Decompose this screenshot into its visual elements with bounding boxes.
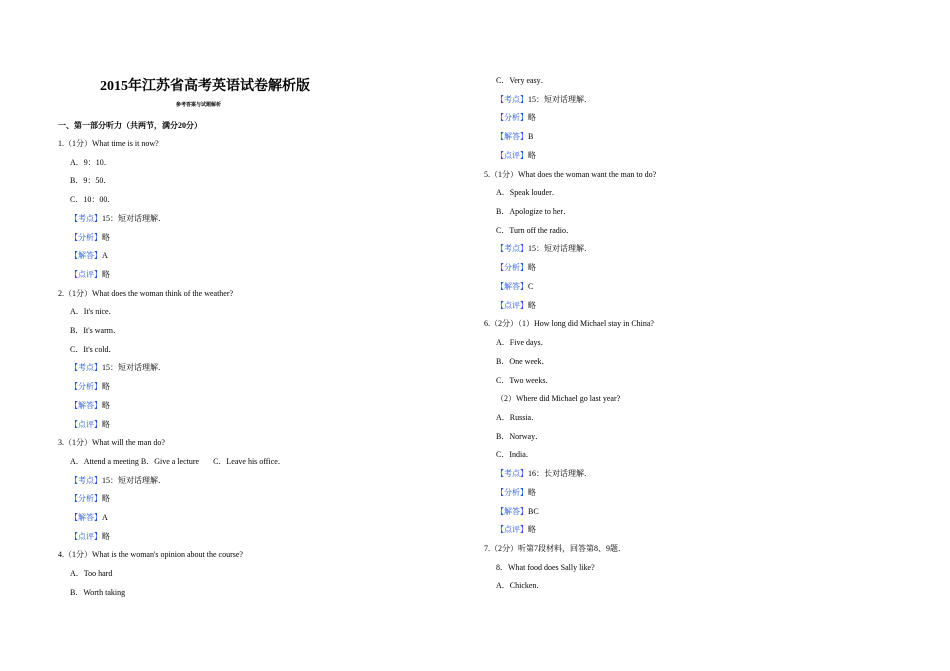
line-text: （2）Where did Michael go last year? [496, 394, 621, 404]
line-text: A．Too hard [70, 569, 113, 579]
line-text: A．Russia． [496, 412, 540, 422]
option-line [496, 563, 595, 573]
analysis-line [70, 233, 110, 243]
tag-label: 【分析】 [496, 113, 528, 123]
tag-label: 【考点】 [70, 363, 102, 373]
line-text: 略 [102, 269, 110, 279]
option-line [70, 588, 125, 598]
question-stem [58, 550, 243, 560]
analysis-line [496, 113, 536, 123]
tag-label: 【考点】 [496, 469, 528, 479]
line-text: 16：长对话理解． [528, 469, 592, 479]
line-text: 15：短对话理解． [528, 244, 592, 254]
answer-line [496, 282, 533, 292]
line-text: B．9：50． [70, 176, 112, 186]
line-text: C．It's cold． [70, 344, 117, 354]
line-text: 6.（2分）（1）How long did Michael stay in China? [484, 319, 654, 329]
analysis-line [70, 382, 110, 392]
tag-label: 【点评】 [496, 525, 528, 535]
line-text: 略 [528, 150, 536, 160]
line-text: A．Attend a meeting B．Give a lecture [70, 456, 200, 466]
tag-label: 【点评】 [496, 300, 528, 310]
tag-label: 【点评】 [70, 269, 102, 279]
line-text: B．Worth taking [70, 587, 126, 597]
analysis-line [496, 263, 536, 273]
tag-label: 【分析】 [70, 494, 102, 504]
option-line [70, 457, 286, 467]
section-heading: 一、第一部分听力（共两节，满分20分） [58, 121, 202, 130]
line-text: 略 [528, 300, 536, 310]
line-text: C．India． [496, 450, 534, 460]
option-line [496, 188, 560, 198]
line-text: A．9：10． [70, 157, 112, 167]
line-text: C．Turn off the radio． [496, 225, 574, 235]
tag-label: 【解答】 [70, 400, 102, 410]
line-text: 8．What food does Sally like? [496, 562, 595, 572]
option-line [496, 226, 574, 236]
answer-line [70, 401, 110, 411]
option-line [496, 413, 539, 423]
line-text: C．Very easy． [496, 76, 549, 85]
answer-line [496, 507, 539, 517]
line-text: 15：短对话理解． [102, 475, 166, 485]
kaodian-line [496, 244, 592, 254]
line-text: 4.（1分）What is the woman's opinion about the course? [58, 550, 243, 560]
option-line [496, 207, 571, 217]
option-line [70, 158, 112, 168]
line-text: A [102, 251, 108, 261]
tag-label: 【点评】 [70, 419, 102, 429]
option-line [496, 394, 620, 404]
option-line [496, 357, 550, 367]
tag-label: 【点评】 [496, 150, 528, 160]
line-text: 略 [528, 487, 536, 497]
line-text: 15：短对话理解． [102, 363, 166, 373]
tag-label: 【解答】 [496, 506, 528, 516]
option-line [496, 432, 543, 442]
option-line [496, 76, 549, 86]
tag-label: 【分析】 [496, 487, 528, 497]
option-line [496, 338, 549, 348]
line-text: C [528, 281, 534, 291]
line-text: 1.（1分）What time is it now? [58, 139, 159, 148]
kaodian-line [496, 469, 592, 479]
line-text: 略 [528, 113, 536, 123]
question-stem [58, 289, 233, 299]
line-text: 3.（1分）What will the man do? [58, 438, 165, 448]
line-text: A．Speak louder． [496, 188, 560, 198]
option-line [70, 326, 121, 336]
line-text: B [528, 132, 534, 142]
line-text: B．It's warm． [70, 326, 121, 335]
line-text: C．10：00． [70, 195, 116, 205]
line-text: A．Five days． [496, 338, 549, 348]
line-text: 2.（1分）What does the woman think of the weather? [58, 288, 234, 298]
line-text: 7.（2分）听第7段材料，回答第8、9题． [484, 544, 626, 553]
comment-line [496, 151, 536, 161]
tag-label: 【分析】 [70, 232, 102, 242]
line-text: 略 [102, 382, 110, 392]
kaodian-line [70, 476, 166, 486]
tag-label: 【考点】 [70, 213, 102, 223]
line-text: C．Leave his office． [213, 456, 286, 466]
option-line [496, 450, 534, 460]
comment-line [70, 420, 110, 430]
line-text: B．Norway． [496, 431, 544, 441]
line-text: 略 [102, 400, 110, 410]
line-text: 略 [102, 494, 110, 504]
question-stem [484, 544, 626, 554]
question-stem [484, 170, 656, 180]
tag-label: 【解答】 [70, 513, 102, 522]
tag-label: 【考点】 [496, 244, 528, 254]
option-line [496, 376, 553, 386]
line-text: 略 [528, 525, 536, 535]
option-line [70, 569, 112, 579]
comment-line [496, 525, 536, 535]
line-text: BC [528, 506, 539, 516]
comment-line [70, 270, 110, 280]
line-text: B．Apologize to her． [496, 207, 572, 217]
tag-label: 【考点】 [496, 94, 528, 104]
option-line [70, 345, 117, 355]
kaodian-line [70, 363, 166, 373]
question-stem [484, 319, 654, 329]
option-line [70, 307, 117, 317]
tag-label: 【分析】 [496, 263, 528, 273]
kaodian-line [70, 214, 166, 224]
document-title: 2015年江苏省高考英语试卷解析版 [100, 79, 310, 94]
answer-line [70, 513, 108, 523]
question-stem [58, 438, 165, 448]
document-subtitle: 参考答案与试题解析 [176, 103, 222, 108]
line-text: C．Two weeks． [496, 375, 554, 385]
comment-line [70, 532, 110, 542]
line-text: 略 [102, 419, 110, 429]
option-line [70, 176, 111, 186]
option-line [496, 581, 544, 591]
line-text: 略 [528, 263, 536, 273]
tag-label: 【考点】 [70, 475, 102, 485]
tag-label: 【解答】 [70, 251, 102, 261]
question-stem [58, 139, 159, 149]
analysis-line [70, 494, 110, 504]
line-text: A [102, 513, 108, 522]
line-text: A．It's nice． [70, 307, 117, 317]
kaodian-line [496, 95, 592, 105]
line-text: 15：短对话理解． [102, 213, 166, 223]
tag-label: 【点评】 [70, 531, 102, 541]
line-text: A．Chicken． [496, 581, 545, 591]
option-line [70, 195, 115, 205]
line-text: 略 [102, 232, 110, 242]
line-text: 15：短对话理解． [528, 94, 592, 104]
tag-label: 【解答】 [496, 281, 528, 291]
comment-line [496, 301, 536, 311]
line-text: 5.（1分）What does the woman want the man to do? [484, 169, 657, 179]
line-text: 略 [102, 531, 110, 541]
tag-label: 【解答】 [496, 132, 528, 142]
answer-line [496, 132, 533, 142]
answer-line [70, 251, 108, 261]
tag-label: 【分析】 [70, 382, 102, 392]
analysis-line [496, 488, 536, 498]
line-text: B．One week． [496, 356, 550, 366]
